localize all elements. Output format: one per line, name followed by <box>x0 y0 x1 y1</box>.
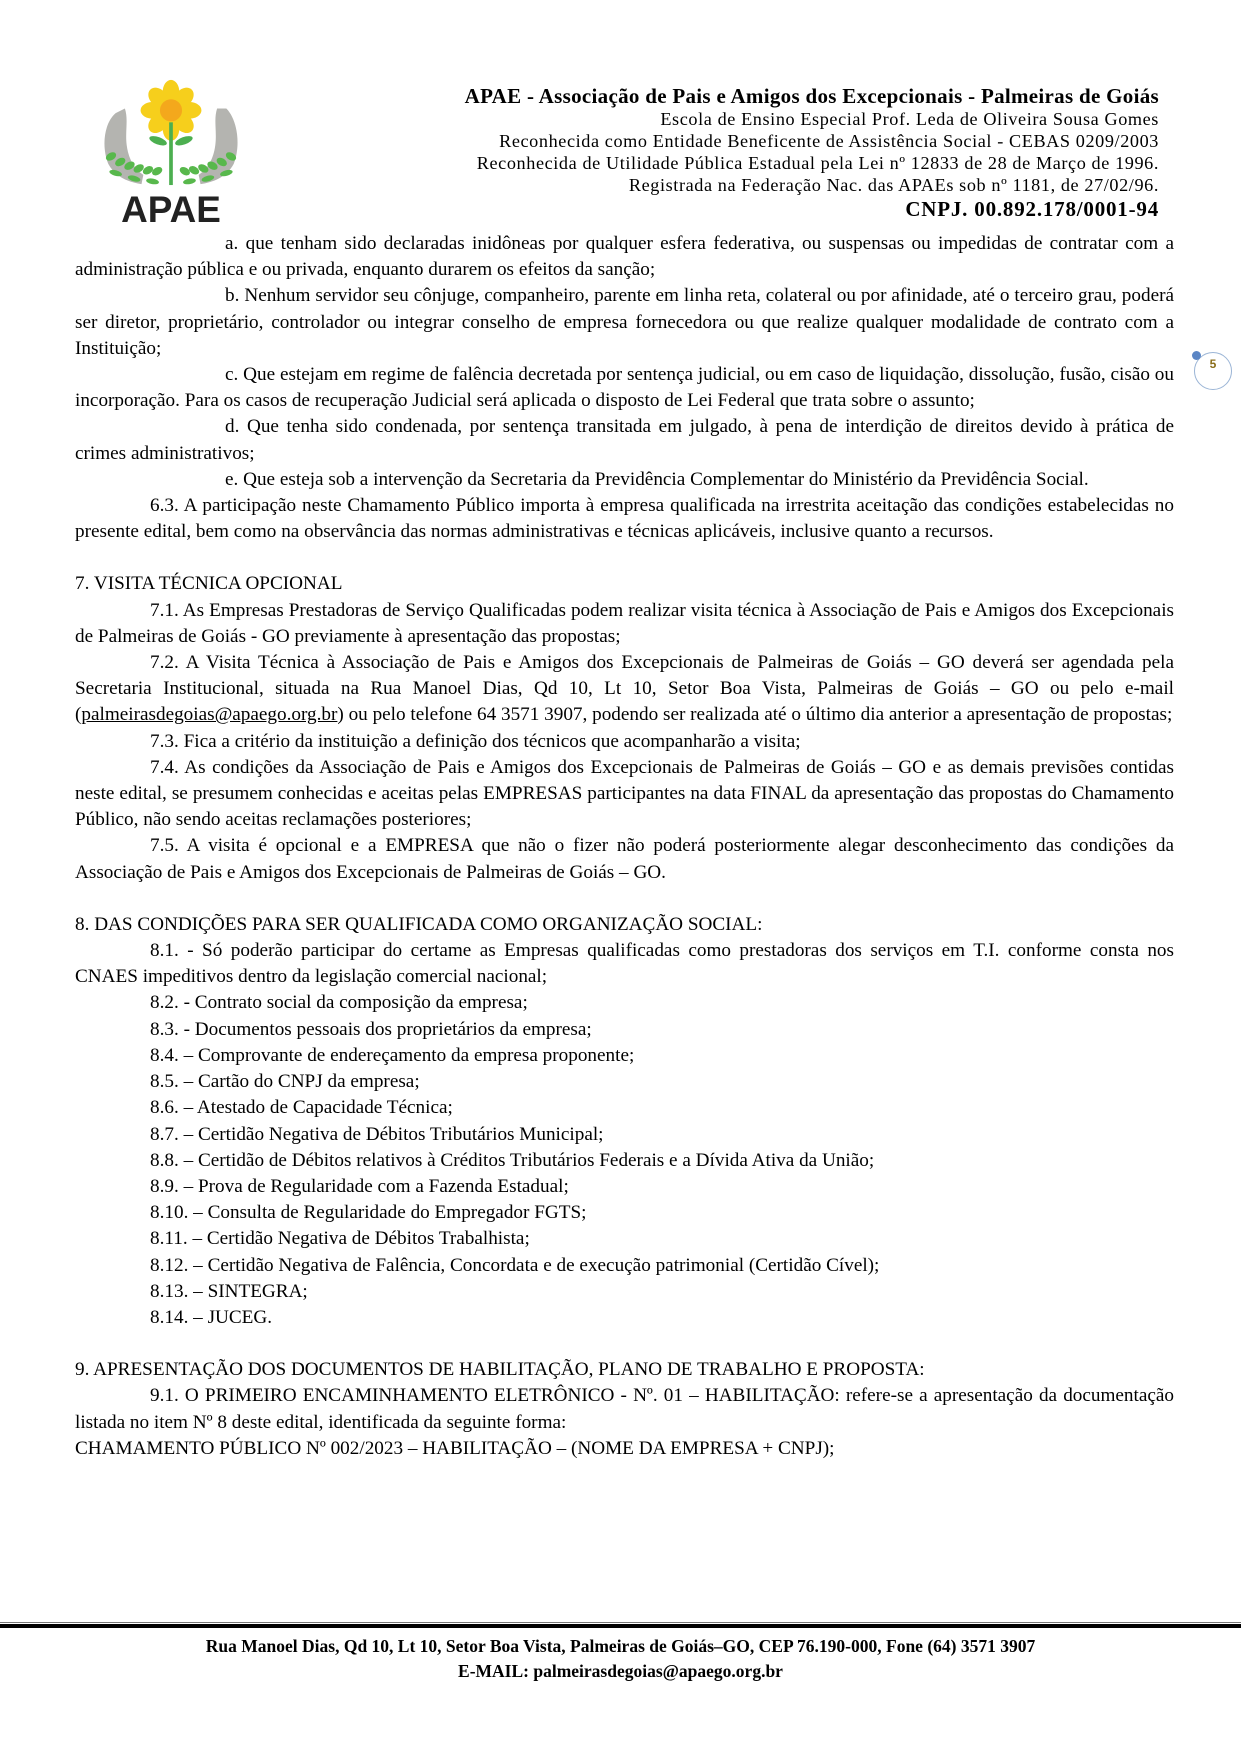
list-item: 8.3. - Documentos pessoais dos proprietários da empresa; <box>150 1018 592 1040</box>
identification-format: CHAMAMENTO PÚBLICO Nº 002/2023 – HABILITAÇÃO – (NOME DA EMPRESA + CNPJ); <box>75 1437 835 1459</box>
list-item: 8.13. – SINTEGRA; <box>150 1280 308 1302</box>
page-number: 5 <box>1209 357 1217 371</box>
cnpj: CNPJ. 00.892.178/0001-94 <box>905 197 1159 221</box>
letterhead-line: Reconhecida de Utilidade Pública Estadual pela Lei nº 12833 de 28 de Março de 1996. <box>476 153 1159 173</box>
section-7-heading: 7. VISITA TÉCNICA OPCIONAL <box>75 573 343 595</box>
list-item: 8.5. – Cartão do CNPJ da empresa; <box>150 1071 420 1093</box>
clause-6-d: d. Que tenha sido condenada, por sentença transitada em julgado, à pena de interdição de direitos devido à prática de crimes administrativos; <box>75 416 1174 464</box>
organization-title: APAE - Associação de Pais e Amigos dos Excepcionais - Palmeiras de Goiás <box>464 84 1159 108</box>
letterhead-line: Reconhecida como Entidade Beneficente de Assistência Social - CEBAS 0209/2003 <box>499 131 1159 151</box>
section-9-heading: 9. APRESENTAÇÃO DOS DOCUMENTOS DE HABILITAÇÃO, PLANO DE TRABALHO E PROPOSTA: <box>75 1359 925 1381</box>
clause-6-c: c. Que estejam em regime de falência decretada por sentença judicial, ou em caso de liquidação, dissolução, fusão, cisão ou incorporação. Para os casos de recuperação Judicial será aplicada o disposto de Lei Federal que trata sobre o assunto; <box>75 364 1174 412</box>
email-link[interactable]: palmeirasdegoias@apaego.org.br <box>81 704 338 726</box>
clause-6-b: b. Nenhum servidor seu cônjuge, companheiro, parente em linha reta, colateral ou por afinidade, até o terceiro grau, poderá ser diretor, proprietário, controlador ou integrar conselho de empresa fornecedora ou que realize qualquer modalidade de contrato com a Instituição; <box>75 285 1174 359</box>
list-item: 8.9. – Prova de Regularidade com a Fazenda Estadual; <box>150 1175 569 1197</box>
letterhead-line: Registrada na Federação Nac. das APAEs sob nº 1181, de 27/02/96. <box>628 175 1159 195</box>
clause-7-4: 7.4. As condições da Associação de Pais e Amigos dos Excepcionais de Palmeiras de Goiás – GO e as demais previsões contidas neste edital, se presumem conhecidas e aceitas pelas EMPRESAS participantes na data FINAL da apresentação das propostas do Chamamento Público, não sendo aceitas reclamações posteriores; <box>75 756 1174 831</box>
apae-logo <box>88 70 254 230</box>
list-item: 8.11. – Certidão Negativa de Débitos Trabalhista; <box>150 1228 530 1250</box>
clause-7-2 <box>75 650 1174 729</box>
letterhead <box>465 84 1159 222</box>
page-number-badge <box>1194 352 1232 390</box>
document-body <box>75 231 1174 1462</box>
clause-6-3: 6.3. A participação neste Chamamento Público importa à empresa qualificada na irrestrita aceitação das condições estabelecidas no presente edital, bem como na observância das normas administrativas e técnicas aplicáveis, inclusive quanto a recursos. <box>75 495 1174 543</box>
clause-7-2-text: ) ou pelo telefone 64 3571 3907, podendo ser realizada até o último dia anterior a apresentação de propostas; <box>337 704 1173 726</box>
list-item: 8.6. – Atestado de Capacidade Técnica; <box>150 1097 453 1119</box>
list-item: 8.7. – Certidão Negativa de Débitos Tributários Municipal; <box>150 1123 604 1145</box>
list-item: 8.10. – Consulta de Regularidade do Empregador FGTS; <box>150 1202 587 1224</box>
footer-divider <box>0 1624 1241 1628</box>
logo-text: APAE <box>121 188 221 230</box>
list-item: 8.4. – Comprovante de endereçamento da empresa proponente; <box>150 1044 635 1066</box>
requirements-list <box>75 990 1174 1331</box>
footer-divider-thin <box>0 1622 1241 1623</box>
list-item: 8.8. – Certidão de Débitos relativos à Créditos Tributários Federais e a Dívida Ativa da União; <box>150 1149 875 1171</box>
clause-7-3: 7.3. Fica a critério da instituição a definição dos técnicos que acompanharão a visita; <box>150 730 801 752</box>
list-item: 8.14. – JUCEG. <box>150 1306 273 1328</box>
clause-8-1: 8.1. - Só poderão participar do certame as Empresas qualificadas como prestadoras dos serviços em T.I. conforme consta nos CNAES impeditivos dentro da legislação comercial nacional; <box>75 940 1174 988</box>
footer-email: E-MAIL: palmeirasdegoias@apaego.org.br <box>458 1661 783 1681</box>
footer-address: Rua Manoel Dias, Qd 10, Lt 10, Setor Boa Vista, Palmeiras de Goiás–GO, CEP 76.190-000, Fone (64) 3571 3907 <box>205 1636 1036 1656</box>
clause-6-a: a. que tenham sido declaradas inidôneas por qualquer esfera federativa, ou suspensas ou impedidas de contratar com a administração pública e ou privada, enquanto durarem os efeitos da sanção; <box>75 233 1174 281</box>
clause-9-1: 9.1. O PRIMEIRO ENCAMINHAMENTO ELETRÔNICO - Nº. 01 – HABILITAÇÃO: refere-se a apresentação da documentação listada no item Nº 8 deste edital, identificada da seguinte forma: <box>75 1385 1174 1433</box>
list-item: 8.2. - Contrato social da composição da empresa; <box>150 992 528 1014</box>
clause-7-2-text: 7.2. A Visita Técnica à Associação de Pais e Amigos dos Excepcionais de Palmeiras de Goiás – GO deverá ser agendada pela Secretaria Institucional, situada na Rua Manoel Dias, Qd 10, Lt 10, Setor Boa Vista, Palmeiras de Goiás – GO ou pelo e-mail ( <box>75 652 1174 726</box>
clause-7-5: 7.5. A visita é opcional e a EMPRESA que não o fizer não poderá posteriormente alegar desconhecimento das condições da Associação de Pais e Amigos dos Excepcionais de Palmeiras de Goiás – GO. <box>75 835 1174 883</box>
clause-6-e: e. Que esteja sob a intervenção da Secretaria da Previdência Complementar do Ministério da Previdência Social. <box>225 468 1089 490</box>
list-item: 8.12. – Certidão Negativa de Falência, Concordata e de execução patrimonial (Certidão Cível); <box>150 1254 880 1276</box>
clause-7-1: 7.1. As Empresas Prestadoras de Serviço Qualificadas podem realizar visita técnica à Associação de Pais e Amigos dos Excepcionais de Palmeiras de Goiás - GO previamente à apresentação das propostas; <box>75 599 1174 647</box>
footer <box>0 1634 1241 1684</box>
letterhead-line: Escola de Ensino Especial Prof. Leda de Oliveira Sousa Gomes <box>660 109 1159 129</box>
section-8-heading: 8. DAS CONDIÇÕES PARA SER QUALIFICADA COMO ORGANIZAÇÃO SOCIAL: <box>75 913 763 935</box>
